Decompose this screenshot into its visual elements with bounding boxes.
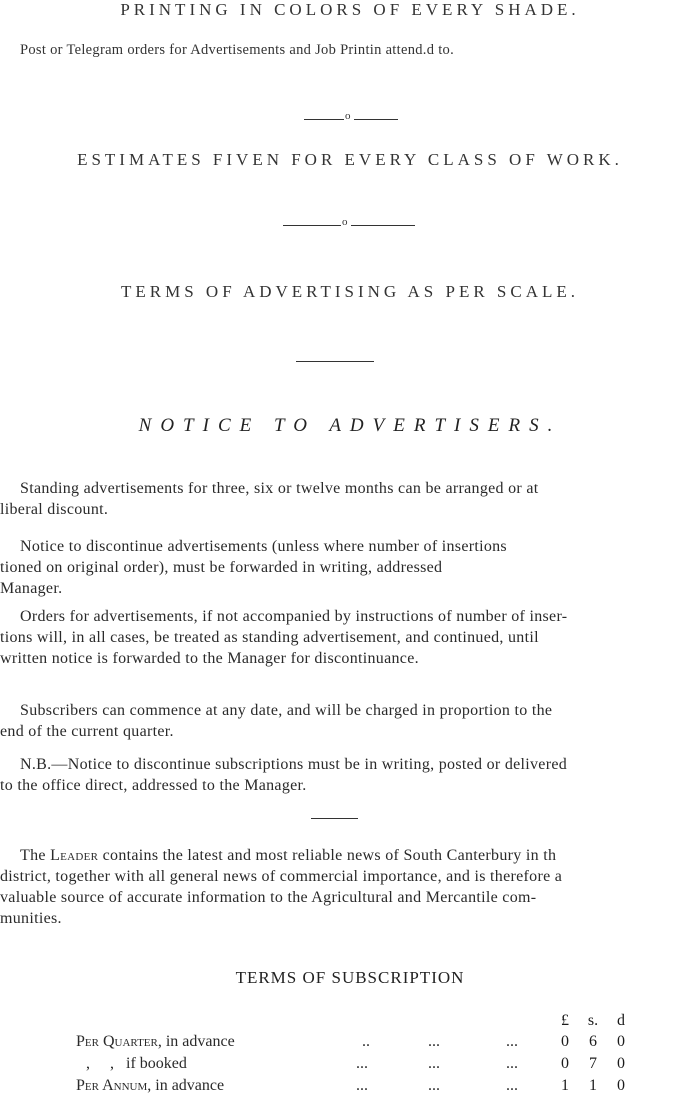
text-line: N.B.—Notice to discontinue subscriptions must be in writing, posted or delivered bbox=[20, 756, 568, 773]
notice-paragraph-2 bbox=[0, 536, 694, 599]
row-label-detail: if booked bbox=[114, 1055, 187, 1072]
pence-value: 0 bbox=[617, 1055, 625, 1072]
divider-rule-right bbox=[354, 119, 398, 120]
leader-dots: ... bbox=[428, 1077, 440, 1094]
subscription-title: TERMS OF SUBSCRIPTION bbox=[235, 968, 465, 987]
shillings-header: s. bbox=[587, 1012, 599, 1029]
row-label-term: , , bbox=[86, 1055, 114, 1072]
pounds-value: 0 bbox=[561, 1055, 569, 1072]
subscription-row-label bbox=[76, 1033, 235, 1051]
row-label-term: Per Annum bbox=[76, 1077, 148, 1094]
leader-dots: ... bbox=[428, 1055, 440, 1072]
leader-dots: ... bbox=[428, 1033, 440, 1050]
pence-value: 0 bbox=[617, 1033, 625, 1050]
pounds-header: £ bbox=[561, 1012, 569, 1029]
text-line: district, together with all general news of commercial importance, and is therefore a bbox=[0, 868, 563, 885]
text-line: Manager. bbox=[0, 580, 63, 597]
leader-dots: ... bbox=[356, 1055, 368, 1072]
terms-advertising-heading: TERMS OF ADVERTISING AS PER SCALE. bbox=[120, 282, 580, 301]
leader-dots: .. bbox=[362, 1033, 370, 1050]
divider-rule-right-2 bbox=[351, 225, 415, 226]
leader-name: Leader bbox=[50, 847, 99, 864]
notice-paragraph-1 bbox=[0, 478, 694, 520]
notice-paragraph-3 bbox=[0, 606, 694, 669]
section-rule bbox=[296, 361, 374, 362]
printing-colors-heading: PRINTING IN COLORS OF EVERY SHADE. bbox=[120, 0, 580, 19]
text-line: valuable source of accurate information to the Agricultural and Mercantile com- bbox=[0, 889, 537, 906]
text-line: tioned on original order), must be forwarded in writing, addressed bbox=[0, 559, 443, 576]
text-line: written notice is forwarded to the Manager for discontinuance. bbox=[0, 650, 419, 667]
text-line: end of the current quarter. bbox=[0, 723, 174, 740]
divider-rule-left-2 bbox=[283, 225, 341, 226]
subscription-row-label bbox=[76, 1077, 224, 1095]
leader-paragraph bbox=[0, 845, 694, 929]
row-label-term: Per Quarter bbox=[76, 1033, 158, 1050]
estimates-heading: ESTIMATES FIVEN FOR EVERY CLASS OF WORK. bbox=[77, 150, 623, 169]
text-line: Orders for advertisements, if not accompanied by instructions of number of inser- bbox=[20, 608, 568, 625]
shillings-value: 6 bbox=[589, 1033, 597, 1050]
pounds-value: 0 bbox=[561, 1033, 569, 1050]
leader-dots: ... bbox=[506, 1055, 518, 1072]
row-label-detail: , in advance bbox=[157, 1033, 235, 1050]
leader-dots: ... bbox=[506, 1033, 518, 1050]
text-fragment: The bbox=[20, 847, 51, 864]
row-label-detail: , in advance bbox=[147, 1077, 225, 1094]
text-line: Notice to discontinue advertisements (unless where number of insertions bbox=[20, 538, 507, 555]
post-orders-line: Post or Telegram orders for Advertisements and Job Printin attend.d to. bbox=[20, 42, 455, 58]
leader-dots: ... bbox=[356, 1077, 368, 1094]
shillings-value: 1 bbox=[589, 1077, 597, 1094]
notice-paragraph-5 bbox=[0, 754, 694, 796]
shillings-value: 7 bbox=[589, 1055, 597, 1072]
notice-paragraph-4 bbox=[0, 700, 694, 742]
notice-title: NOTICE TO ADVERTISERS. bbox=[138, 415, 562, 436]
pence-header: d bbox=[617, 1012, 625, 1029]
subscription-row-label bbox=[86, 1055, 187, 1073]
leader-dots: ... bbox=[506, 1077, 518, 1094]
text-line: tions will, in all cases, be treated as standing advertisement, and continued, until bbox=[0, 629, 539, 646]
text-line: munities. bbox=[0, 910, 62, 927]
text-line: liberal discount. bbox=[0, 501, 109, 518]
divider-ornament-2: o bbox=[342, 216, 348, 228]
divider-ornament: o bbox=[345, 110, 351, 122]
section-rule-2 bbox=[311, 818, 358, 819]
text-fragment: contains the latest and most reliable news of South Canterbury in th bbox=[98, 847, 557, 864]
text-line: to the office direct, addressed to the Manager. bbox=[0, 777, 307, 794]
divider-rule-left bbox=[304, 119, 344, 120]
text-line: Subscribers can commence at any date, and will be charged in proportion to the bbox=[20, 702, 553, 719]
pence-value: 0 bbox=[617, 1077, 625, 1094]
pounds-value: 1 bbox=[561, 1077, 569, 1094]
text-line: Standing advertisements for three, six or twelve months can be arranged or at bbox=[20, 480, 539, 497]
